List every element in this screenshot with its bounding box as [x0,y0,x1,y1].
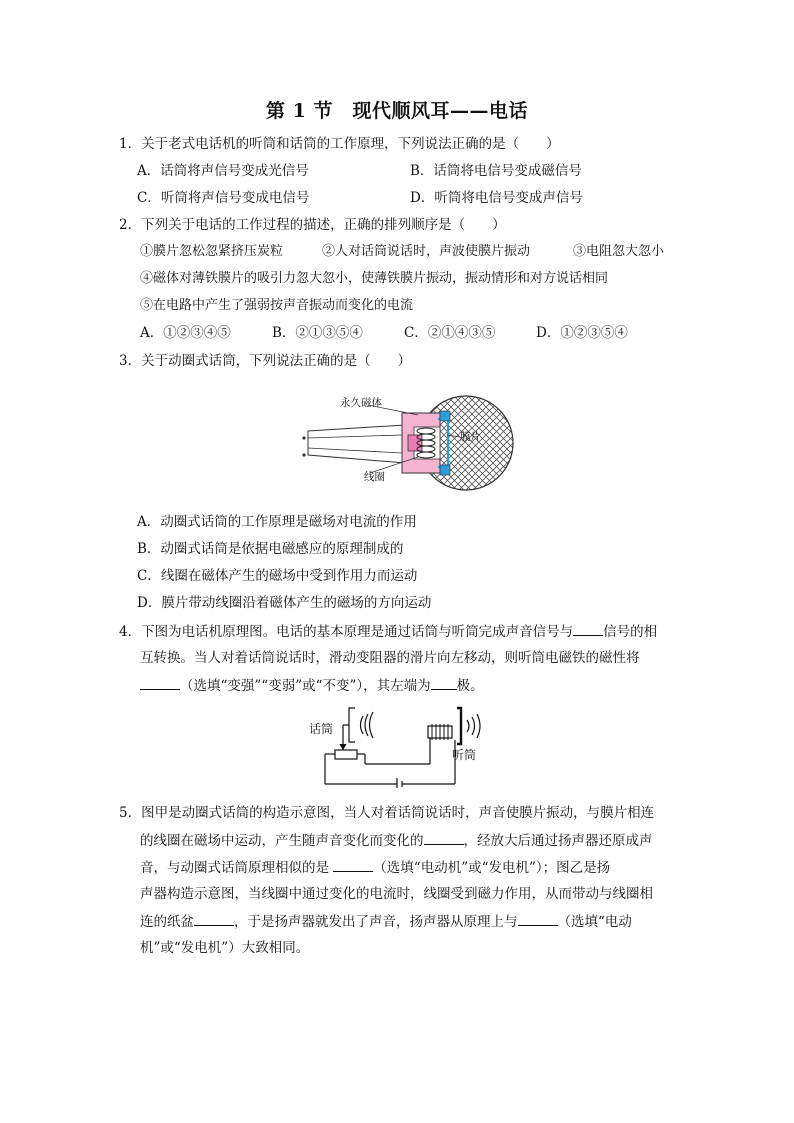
label-receiver: 听筒 [452,748,477,762]
q5-line-5 [140,911,632,932]
answer-blank-speaker-principle[interactable] [518,911,558,926]
q5-text-2b: ，经放大后通过扬声器还原成声 [463,833,653,849]
q2-step-2: ②人对话筒说话时，声波使膜片振动 [322,244,531,259]
handle-shape [308,425,405,463]
q5-text-3b: （选填“电动机”或“发电机”）；图乙是扬 [373,860,611,876]
q1-option-d: D．听筒将电信号变成声信号 [410,190,583,206]
q2-step-1: ①膜片忽松忽紧挤压炭粒 [140,244,284,259]
wire-terminal-bottom [302,453,305,456]
q4-line-1 [119,621,657,642]
microphone-bracket [349,708,355,742]
label-permanent-magnet: 永久磁体 [340,397,382,409]
q4-text-3a: （选填“变强”“变弱”或“不变”），其左端为 [180,678,431,694]
q1-stem: 1．关于老式电话机的听筒和话筒的工作原理，下列说法正确的是（ ） [119,136,560,152]
q5-text-5c: （选填“电动 [557,914,632,930]
q5-line-2 [140,830,653,851]
q3-option-c: C．线圈在磁体产生的磁场中受到作用力而运动 [137,568,418,584]
wire-terminal-top [302,436,305,439]
q4-text-3b: 极。 [456,678,484,694]
q3-option-b: B．动圈式话筒是依据电磁感应的原理制成的 [137,541,404,557]
answer-blank-pole[interactable] [431,675,457,690]
label-microphone: 话筒 [309,722,334,736]
q2-stem: 2．下列关于电话的工作过程的描述，正确的排列顺序是（ ） [119,217,506,233]
label-coil: 线圈 [364,471,385,483]
moving-coil-microphone-figure [290,393,520,493]
q5-text-3a: 音，与动圈式话筒原理相似的是 [140,860,334,876]
q2-step-5: ⑤在电路中产生了强弱按声音振动而变化的电流 [140,298,414,313]
q2-option-b: B．②①③⑤④ [272,325,363,341]
q4-text-1b: 信号的相 [603,624,658,640]
answer-blank-similar-device[interactable] [333,857,373,872]
q2-option-c: C．②①④③⑤ [404,325,496,341]
q2-option-a: A．①②③④⑤ [140,325,231,341]
q4-line-3 [140,675,484,696]
rheostat [335,750,357,759]
q4-text-1a: 4．下图为电话机原理图。电话的基本原理是通过话筒与听筒完成声音信号与 [119,624,574,640]
circuit-diagram [305,702,505,788]
answer-blank-cone[interactable] [194,911,234,926]
q2-option-d: D．①②③⑤④ [536,325,628,341]
receiver-diaphragm [457,708,461,744]
q5-text-2a: 的线圈在磁场中运动，产生随声音变化而变化的 [140,833,424,849]
answer-blank-magnetism[interactable] [140,675,180,690]
q5-line-6: 机”或“发电机”）大致相同。 [140,940,310,956]
q5-line-1: 5．图甲是动圈式话筒的构造示意图，当人对着话筒说话时，声音使膜片振动，与膜片相连 [119,805,655,821]
telephone-circuit-figure [305,702,505,788]
q5-line-4: 声器构造示意图，当线圈中通过变化的电流时，线圈受到磁力作用，从而带动与线圈相 [140,886,653,902]
q1-option-a: A．话筒将声信号变成光信号 [137,163,309,179]
microphone-diagram [290,393,520,493]
answer-blank-current[interactable] [424,830,464,845]
page-title: 第 1 节 现代顺风耳——电话 [266,100,528,122]
answer-blank-signal[interactable] [573,621,603,636]
q5-text-5b: ，于是扬声器就发出了声音，扬声器从原理上与 [234,914,518,930]
q1-option-b: B．话筒将电信号变成磁信号 [410,163,582,179]
q1-option-c: C．听筒将声信号变成电信号 [137,190,310,206]
q3-option-d: D．膜片带动线圈沿着磁体产生的磁场的方向运动 [137,595,432,611]
q2-step-4: ④磁体对薄铁膜片的吸引力忽大忽小，使薄铁膜片振动，振动情形和对方说话相同 [140,271,609,286]
q5-text-5a: 连的纸盆 [140,914,194,930]
q3-stem: 3．关于动圈式话筒，下列说法正确的是（ ） [119,353,412,369]
q4-line-2: 互转换。当人对着话筒说话时，滑动变阻器的滑片向左移动，则听筒电磁铁的磁性将 [140,650,640,666]
q2-step-3: ③电阻忽大忽小 [573,244,665,259]
q5-line-3 [140,857,610,878]
label-diaphragm: 膜片 [460,431,481,443]
q3-option-a: A．动圈式话筒的工作原理是磁场对电流的作用 [137,514,417,530]
